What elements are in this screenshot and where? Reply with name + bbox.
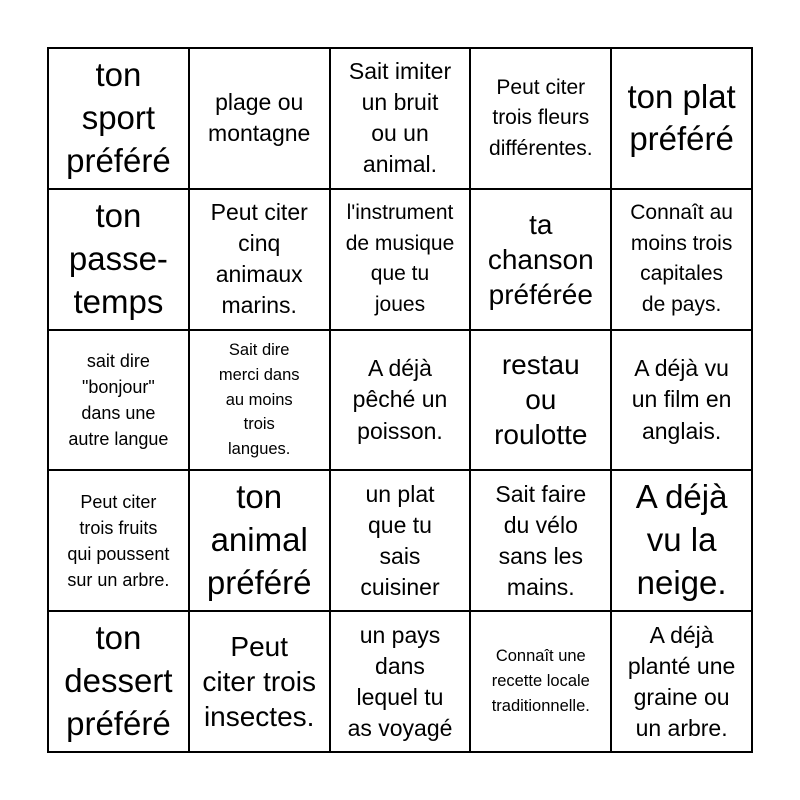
bingo-cell[interactable] [49,190,190,331]
cell-text: ton animal préféré [206,478,312,602]
bingo-cell[interactable] [49,331,190,472]
bingo-cell[interactable] [190,331,331,472]
cell-text: ton dessert préféré [64,619,173,743]
bingo-cell[interactable] [190,190,331,331]
cell-text: restau ou roulotte [494,349,588,451]
cell-text: ta chanson préférée [487,208,594,310]
bingo-cell[interactable] [190,49,331,190]
cell-text: Peut citer trois fleurs différentes. [489,75,593,160]
cell-text: l'instrument de musique que tu joues [345,201,455,316]
cell-text: Sait dire merci dans au moins trois langues. [218,341,300,459]
cell-text: Connaît au moins trois capitales de pays. [630,201,733,316]
cell-text: A déjà planté une graine ou un arbre. [627,621,736,741]
cell-text: A déjà vu un film en anglais. [631,355,732,444]
cell-text: Sait imiter un bruit ou un animal. [348,58,452,178]
bingo-board [47,47,753,753]
cell-text: Peut citer cinq animaux marins. [210,199,308,319]
bingo-cell[interactable] [612,49,753,190]
bingo-cell[interactable] [49,612,190,753]
bingo-cell[interactable] [49,471,190,612]
bingo-cell[interactable] [331,331,472,472]
cell-text: ton passe- temps [68,196,168,320]
cell-text: ton sport préféré [66,56,171,179]
bingo-cell[interactable] [471,471,612,612]
bingo-cell[interactable] [471,612,612,753]
bingo-cell[interactable] [190,612,331,753]
bingo-cell[interactable] [331,471,472,612]
bingo-cell[interactable] [471,331,612,472]
cell-text: un plat que tu sais cuisiner [360,480,440,600]
cell-text: Peut citer trois insectes. [202,631,316,733]
bingo-cell[interactable] [612,612,753,753]
cell-text: Sait faire du vélo sans les mains. [495,480,587,600]
cell-text: Peut citer trois fruits qui poussent sur un arbre. [67,491,170,590]
bingo-cell[interactable] [612,331,753,472]
bingo-cell[interactable] [190,471,331,612]
cell-text: sait dire "bonjour" dans une autre langue [68,350,169,450]
cell-text: A déjà pêché un poisson. [352,355,448,444]
cell-text: ton plat préféré [627,77,736,158]
bingo-cell[interactable] [331,612,472,753]
cell-text: un pays dans lequel tu as voyagé [347,621,453,741]
cell-text: plage ou montagne [208,89,311,147]
bingo-cell[interactable] [471,49,612,190]
bingo-cell[interactable] [471,190,612,331]
bingo-cell[interactable] [331,49,472,190]
bingo-cell[interactable] [612,471,753,612]
cell-text: Connaît une recette locale traditionnelle. [491,647,590,715]
bingo-cell[interactable] [612,190,753,331]
cell-text: A déjà vu la neige. [635,478,728,602]
bingo-cell[interactable] [49,49,190,190]
bingo-cell[interactable] [331,190,472,331]
